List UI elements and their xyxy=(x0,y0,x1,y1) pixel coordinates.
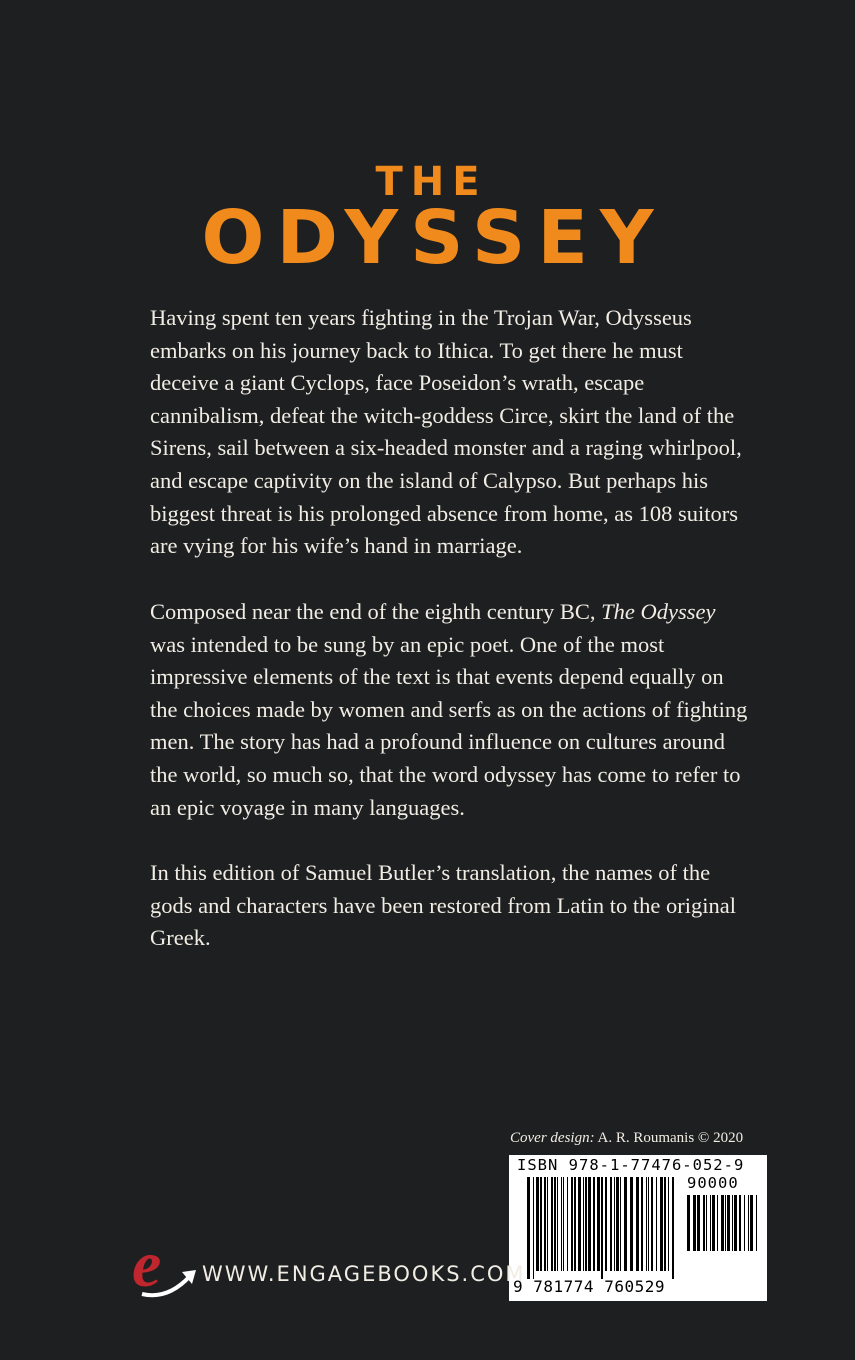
barcode-bar xyxy=(703,1195,705,1251)
isbn-barcode xyxy=(509,1155,767,1301)
barcode-bar xyxy=(614,1177,615,1271)
barcode-bar xyxy=(610,1177,612,1271)
barcode-bar xyxy=(601,1177,603,1279)
barcode-bar xyxy=(651,1177,653,1271)
barcode-bar xyxy=(712,1195,715,1251)
barcode-bar xyxy=(571,1177,573,1271)
barcode-bar xyxy=(630,1177,633,1271)
barcode-bar xyxy=(693,1195,696,1251)
barcode-bar xyxy=(750,1195,753,1251)
barcode-bar xyxy=(547,1177,548,1271)
barcode-bar xyxy=(710,1195,711,1251)
credit-value: A. R. Roumanis © 2020 xyxy=(594,1130,744,1146)
barcode-bar xyxy=(706,1195,707,1251)
barcode-bar xyxy=(557,1177,558,1271)
blurb-paragraph-3: In this edition of Samuel Butler’s translation, the names of the gods and characters have been restored from Latin to the original Greek. xyxy=(150,860,737,951)
barcode-bar xyxy=(744,1195,745,1251)
barcode-bar xyxy=(578,1177,581,1271)
barcode-bar xyxy=(593,1177,595,1271)
barcode-bar xyxy=(620,1177,621,1271)
barcode-bar xyxy=(551,1177,553,1271)
barcode-bar xyxy=(721,1195,724,1251)
credit-label: Cover design: xyxy=(510,1130,595,1146)
barcode-bar xyxy=(697,1195,700,1251)
publisher-website: WWW.ENGAGEBOOKS.COM xyxy=(202,1262,526,1286)
barcode-bar xyxy=(554,1177,556,1271)
price-code: 90000 xyxy=(687,1174,739,1192)
barcode-bar xyxy=(533,1177,534,1279)
barcode-bar xyxy=(727,1195,730,1251)
ean-barcode-bars xyxy=(527,1177,677,1279)
barcode-bar xyxy=(660,1177,663,1271)
title-line-the: THE xyxy=(375,159,488,205)
blurb-p2-title-italic: The Odyssey xyxy=(601,599,716,624)
barcode-bar xyxy=(605,1177,607,1271)
barcode-bar xyxy=(585,1177,587,1271)
barcode-bar xyxy=(574,1177,576,1271)
barcode-bar xyxy=(656,1177,657,1271)
barcode-bar xyxy=(756,1195,757,1251)
isbn-label: ISBN 978-1-77476-052-9 xyxy=(517,1156,745,1174)
book-title: ODYSSEY xyxy=(201,195,666,281)
barcode-bar xyxy=(540,1177,542,1271)
addon-barcode-bars xyxy=(687,1195,759,1259)
blurb-p2-rest: was intended to be sung by an epic poet. One of the most impressive elements of the text is that events depend equally on the choices made by women and serfs as on the actions of fighting men. The story has had a profound influence on cultures around the world, so much so, that the word odyssey has come to refer to an epic voyage in many languages. xyxy=(150,631,748,820)
barcode-bar xyxy=(734,1195,737,1251)
barcode-bar xyxy=(563,1177,564,1271)
barcode-bar xyxy=(527,1177,530,1279)
barcode-bar xyxy=(739,1195,741,1251)
blurb-paragraph-1: Having spent ten years fighting in the Trojan War, Odysseus embarks on his journey back to Ithica. To get there he must deceive a giant Cyclops, face Poseidon’s wrath, escape cannibalism, defeat the witch-goddess Circe, skirt the land of the Sirens, sail between a six-headed monster and a raging whirlpool, and escape captivity on the island of Calypso. But perhaps his biggest threat is his prolonged absence from home, as 108 suitors are vying for his wife’s hand in marriage. xyxy=(150,305,742,559)
blurb-p2-lead: Composed near the end of the eighth century BC, xyxy=(150,599,602,624)
barcode-bar xyxy=(561,1177,562,1271)
barcode-bar xyxy=(583,1177,584,1271)
barcode-bar xyxy=(687,1195,690,1251)
barcode-bar xyxy=(668,1177,669,1271)
barcode-bar xyxy=(536,1177,539,1271)
barcode-bar xyxy=(641,1177,643,1271)
barcode-bar xyxy=(646,1177,647,1271)
barcode-bar xyxy=(544,1177,546,1271)
barcode-bar xyxy=(725,1195,726,1251)
logo-letter: e xyxy=(132,1228,162,1300)
cover-design-credit xyxy=(510,1130,743,1147)
barcode-bar xyxy=(567,1177,568,1271)
barcode-bar xyxy=(624,1177,627,1271)
engage-books-logo-icon xyxy=(128,1228,200,1300)
barcode-bar xyxy=(597,1177,600,1271)
barcode-bar xyxy=(636,1177,639,1271)
barcode-bar xyxy=(748,1195,749,1251)
ean-digits: 9 781774 760529 xyxy=(513,1277,665,1296)
barcode-bar xyxy=(664,1177,666,1271)
barcode-bar xyxy=(717,1195,718,1251)
barcode-bar xyxy=(732,1195,733,1251)
barcode-bar xyxy=(616,1177,619,1271)
blurb-paragraph-2 xyxy=(150,596,750,824)
barcode-bar xyxy=(672,1177,674,1279)
barcode-bar xyxy=(648,1177,649,1271)
barcode-bar xyxy=(588,1177,591,1271)
